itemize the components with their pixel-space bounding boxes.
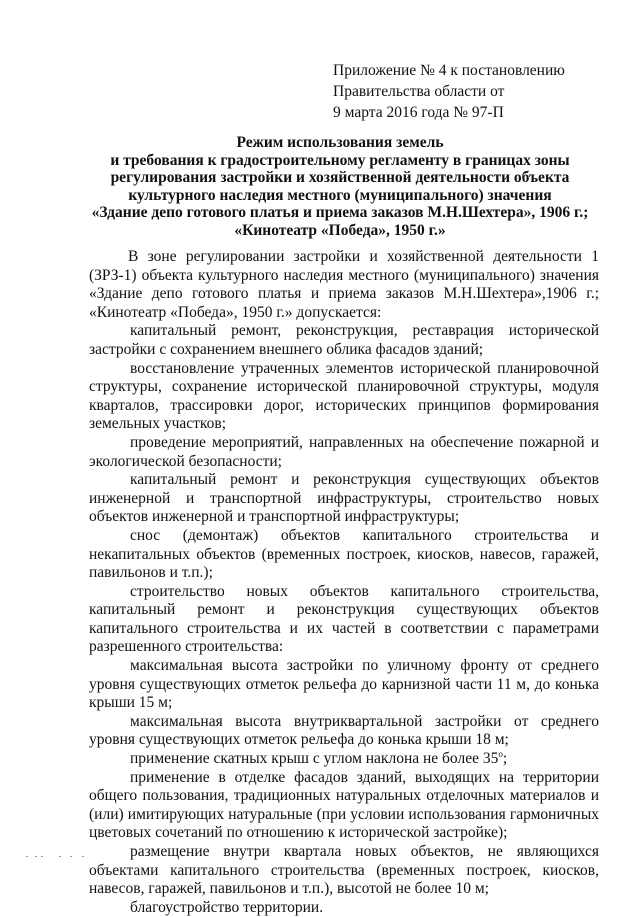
annex-header	[333, 60, 613, 123]
document-title	[80, 134, 600, 240]
document-body	[89, 248, 599, 917]
title-line-4: культурного наследия местного (муниципального) значения	[128, 186, 552, 204]
title-line-2: и требования к градостроительному регламенту в границах зоны	[110, 151, 570, 169]
title-line-1: Режим использования земель	[236, 134, 444, 151]
paragraph-roofs	[89, 750, 599, 769]
roofs-text: применение скатных крыш с углом наклона не более 35	[130, 750, 499, 768]
paragraph-safety: проведение мероприятий, направленных на обеспечение пожарной и экологической безопасности;	[89, 433, 599, 470]
roofs-end: ;	[502, 750, 508, 768]
paragraph-street-height: максимальная высота застройки по уличному фронту от среднего уровня существующих отметок рельефа до карнизной части 11 м, до конька крыши 15 м;	[89, 657, 599, 712]
paragraph-restoration: восстановление утраченных элементов исторической планировочной структуры, сохранение исторической планировочной структуры, модуля кварталов, трассировки дорог, исторических принципов формирования земельных участков;	[89, 359, 599, 433]
title-line-6: «Кинотеатр «Победа», 1950 г.»	[234, 221, 446, 239]
paragraph-infrastructure: капитальный ремонт и реконструкция существующих объектов инженерной и транспортной инфраструктуры, строительство новых объектов инженерной и транспортной инфраструктуры;	[89, 471, 599, 526]
annex-line-1: Приложение № 4 к постановлению	[333, 62, 565, 79]
paragraph-construction: строительство новых объектов капитального строительства, капитальный ремонт и реконструкция существующих объектов капитального строительства и их частей в соответствии с параметрами разрешенного строительства:	[89, 582, 599, 656]
intro-paragraph: В зоне регулировании застройки и хозяйственной деятельности 1 (ЗРЗ-1) объекта культурного наследия местного (муниципального) значения «Здание депо готового платья и приема заказов М.Н.Шехтера»,1906 г.; «Кинотеатр «Победа», 1950 г.» допускается:	[89, 248, 599, 321]
title-line-3: регулирования застройки и хозяйственной деятельности объекта	[110, 169, 570, 187]
paragraph-repair: капитальный ремонт, реконструкция, реставрация исторической застройки с сохранением внешнего облика фасадов зданий;	[89, 322, 599, 358]
annex-line-3: 9 марта 2016 года № 97-П	[333, 104, 504, 121]
title-line-5: «Здание депо готового платья и приема заказов М.Н.Шехтера», 1906 г.;	[91, 204, 589, 222]
scan-artifact	[26, 856, 86, 860]
paragraph-inner-height: максимальная высота внутриквартальной застройки от среднего уровня существующих отметок рельефа до конька крыши 18 м;	[89, 712, 599, 749]
paragraph-demolition: снос (демонтаж) объектов капитального строительства и некапитальных объектов (временных построек, киосков, навесов, гаражей, павильонов и т.п.);	[89, 526, 599, 582]
paragraph-landscaping: благоустройство территории.	[130, 898, 324, 916]
paragraph-facades: применение в отделке фасадов зданий, выходящих на территории общего пользования, традиционных натуральных отделочных материалов и (или) имитирующих натуральные (при условии использования гармоничных цветовых сочетаний по отношению к исторической застройке);	[89, 768, 599, 842]
annex-line-2: Правительства области от	[333, 83, 505, 100]
paragraph-new-objects: размещение внутри квартала новых объектов, не являющихся объектами капитального строительства (временных построек, киосков, навесов, гаражей, павильонов и т.п.), высотой не более 10 м;	[89, 843, 599, 898]
degree-sign: o	[498, 748, 503, 759]
